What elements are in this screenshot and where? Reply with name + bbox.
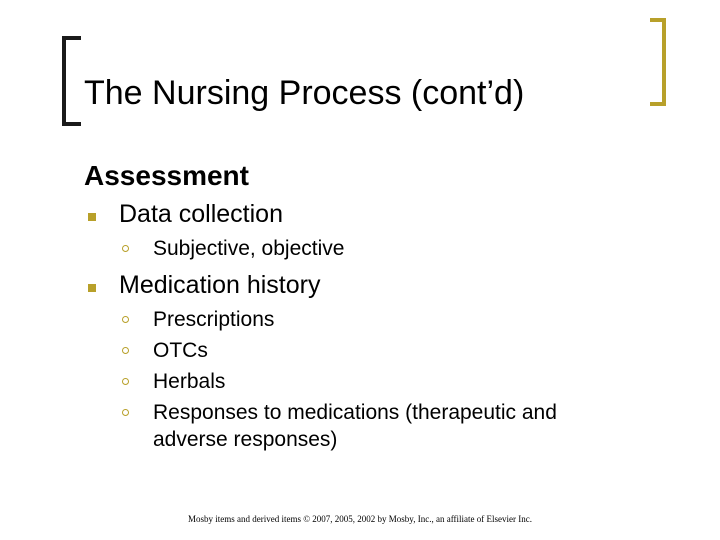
sublist-item: Subjective, objective <box>153 237 345 260</box>
ring-bullet-icon <box>122 409 129 416</box>
ring-bullet-icon <box>122 378 129 385</box>
section-heading: Assessment <box>84 160 249 191</box>
slide-title: The Nursing Process (cont’d) <box>84 74 525 112</box>
square-bullet-icon <box>88 213 96 221</box>
sublist-item: Prescriptions <box>153 308 275 331</box>
list-item-data-collection: Data collection <box>119 200 283 228</box>
ring-bullet-icon <box>122 347 129 354</box>
ring-bullet-icon <box>122 245 129 252</box>
sublist-item: OTCs <box>153 339 208 362</box>
sublist-item: Herbals <box>153 370 226 393</box>
square-bullet-icon <box>88 284 96 292</box>
sublist-item: Responses to medications (therapeutic and <box>153 401 557 424</box>
sublist-item-continuation: adverse responses) <box>153 428 338 451</box>
copyright-footer: Mosby items and derived items © 2007, 2005, 2002 by Mosby, Inc., an affiliate of Elsevier Inc. <box>187 514 533 524</box>
title-bracket-left <box>62 36 81 126</box>
ring-bullet-icon <box>122 316 129 323</box>
list-item-medication-history: Medication history <box>119 271 321 299</box>
title-bracket-right <box>650 18 666 106</box>
